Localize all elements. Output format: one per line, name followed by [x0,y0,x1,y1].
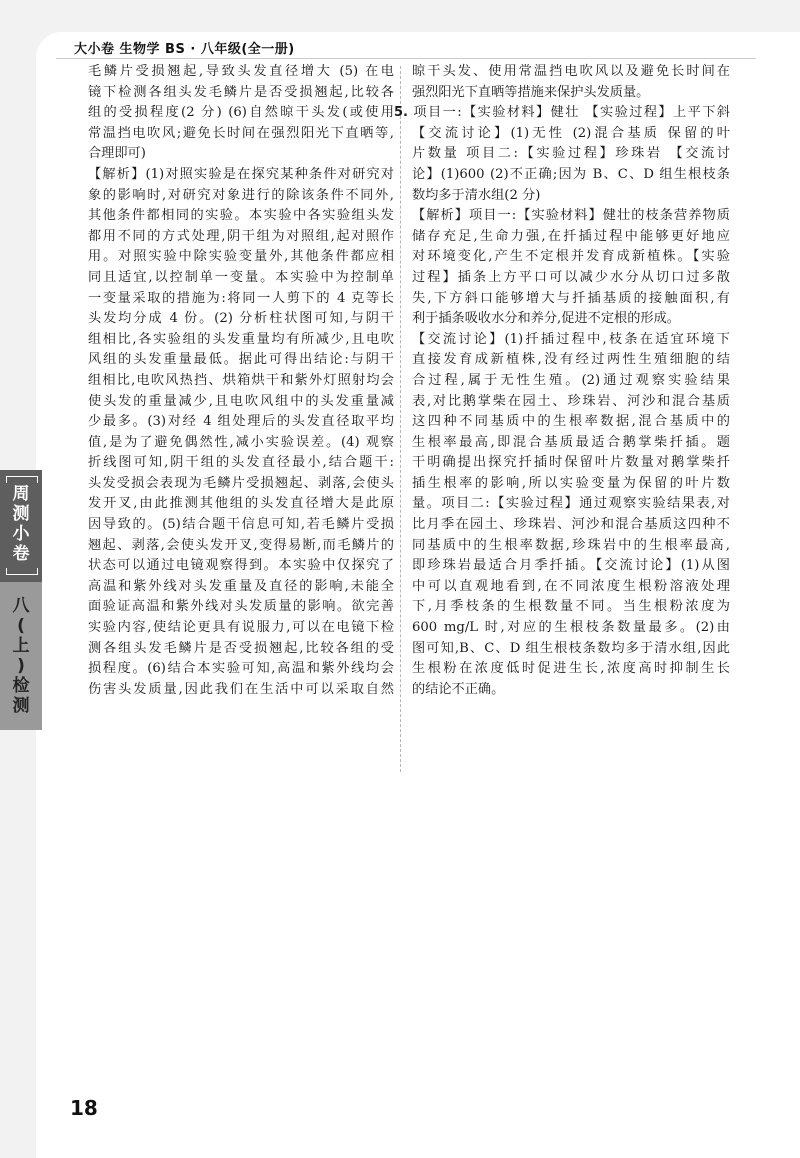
text-line: 实验内容,使结论更具有说服力,可以在电镜下检 [88,620,394,636]
text-line: 生根率最高,即混合基质最适合鹅掌柴扦插。题 [412,434,730,450]
text-line: 量。项目二:【实验过程】通过观察实验结果表,对 [412,496,730,512]
text-line: 都用不同的方式处理,阴干组为对照组,起对照作 [88,228,394,244]
side-tab-top-label: 周测小卷 [12,484,30,564]
text-line: 过程】插条上方平口可以减少水分从切口过多散 [412,269,730,285]
text-line: 因导致的。(5)结合题干信息可知,若毛鳞片受损 [88,517,394,533]
text-line: 组的受损程度(2 分) (6)自然晾干头发(或使用 [88,105,394,121]
side-tab-bracket-bottom [6,568,38,575]
text-line: 少最多。(3)对经 4 组处理后的头发直径取平均 [88,414,394,430]
side-tab-bottom-label: 八(上)检测 [12,596,30,716]
text-line: 合理即可) [88,146,146,162]
question-5-first-line [394,103,730,124]
text-line: 中可以直观地看到,在不同浓度生根粉溶液处理 [412,578,730,594]
text-line: 发开叉,由此推测其他组的头发直径增大是此原 [88,496,394,512]
text-line: 600 mg/L 时,对应的生根枝条数量最多。(2)由 [412,620,730,636]
text-line: 头发受损会表现为毛鳞片受损翘起、剥落,会使头 [88,475,394,491]
text-line: 【解析】项目一:【实验材料】健壮的枝条营养物质 [412,208,730,224]
text-line: 【解析】(1)对照实验是在探究某种条件对研究对 [88,166,394,182]
text-line: 合过程,属于无性生殖。(2)通过观察实验结果 [412,372,730,388]
text-line: 镜下检测各组头发毛鳞片是否受损翘起,比较各 [88,84,394,100]
text-line: 片数量 项目二:【实验过程】珍珠岩 【交流讨 [412,146,730,162]
text-line: 对环境变化,产生不定根并发育成新植株。【实验 [412,249,730,265]
text-line: 折线图可知,阴干组的头发直径最小,结合题干: [88,455,394,471]
text-line: 用。对照实验中除实验变量外,其他条件都应相 [88,249,394,265]
text-line: 表,对比鹅掌柴在园土、珍珠岩、河沙和混合基质 [412,393,730,409]
text-line: 数均多于清水组(2 分) [412,187,541,203]
text-line: 其他条件都相同的实验。本实验中各实验组头发 [88,208,394,224]
text-line: 状态可以通过电镜观察得到。本实验中仅探究了 [88,558,394,574]
text-line: 象的影响时,对研究对象进行的除该条件不同外, [88,187,394,203]
text-line: 下,月季枝条的生根数量不同。当生根粉浓度为 [412,599,730,615]
text-line: 组相比,各实验组的头发重量均有所减少,且电吹 [88,331,394,347]
text-line: 毛鳞片受损翘起,导致头发直径增大 (5) 在电 [88,64,394,79]
text-line: 组相比,电吹风热挡、烘箱烘干和紫外灯照射均会 [88,372,394,388]
page-number: 18 [70,1096,98,1120]
text-line: 即珍珠岩最适合月季扦插。【交流讨论】(1)从图 [412,558,730,574]
side-tab-top [0,470,42,582]
page-header: 大小卷 生物学 BS · 八年级(全一册) [74,42,295,57]
text-line: 比月季在园土、珍珠岩、河沙和混合基质这四种不 [412,517,730,533]
text-line: 同基质中的生根率数据,珍珠岩中的生根率最高, [412,537,730,553]
text-line: 风组的头发重量最低。据此可得出结论:与阴干 [88,352,394,368]
text-line: 常温挡电吹风;避免长时间在强烈阳光下直晒等, [88,125,394,141]
text-line: 储存充足,生命力强,在扦插过程中能够更好地应 [412,228,730,244]
text-line: 值,是为了避免偶然性,减小实验误差。(4) 观察 [88,434,394,450]
text-line: 同且适宜,以控制单一变量。本实验中为控制单 [88,269,394,285]
text-line: 生根粉在浓度低时促进生长,浓度高时抑制生长 [412,661,730,677]
text-line: 干明确提出探究扦插时保留叶片数量对鹅掌柴扦 [412,455,730,471]
header-rule [56,58,756,59]
question-number: 5. [394,105,408,121]
text-line: 的结论不正确。 [412,681,505,697]
text-line: 晾干头发、使用常温挡电吹风以及避免长时间在 [412,64,730,79]
text-line: 强烈阳光下直晒等措施来保护头发质量。 [412,84,650,100]
text-line: 插生根率的影响,所以实验变量为保留的叶片数 [412,475,730,491]
text-line: 论】(1)600 (2)不正确;因为 B、C、D 组生根枝条 [412,166,730,182]
text-line: 一变量采取的措施为:将同一人剪下的 4 克等长 [88,290,394,306]
text-line: 高温和紫外线对头发重量及直径的影响,未能全 [88,578,394,594]
text-line: 项目一:【实验材料】健壮 【实验过程】上平下斜 [411,105,730,121]
text-line: 失,下方斜口能够增大与扦插基质的接触面积,有 [412,290,730,306]
text-line: 面验证高温和紫外线对头发质量的影响。欲完善 [88,599,394,615]
text-line: 伤害头发质量,因此我们在生活中可以采取自然 [88,681,394,697]
text-line: 损程度。(6)结合本实验可知,高温和紫外线均会 [88,661,394,677]
text-line: 这四种不同基质中的生根率数据,混合基质中的 [412,414,730,430]
side-tab [0,470,42,730]
text-line: 直接发育成新植株,没有经过两性生殖细胞的结 [412,352,730,368]
text-line: 【交流讨论】(1)无性 (2)混合基质 保留的叶 [412,125,730,141]
column-divider [400,66,401,772]
side-tab-bracket-top [6,476,38,483]
text-line: 测各组头发毛鳞片是否受损翘起,比较各组的受 [88,640,394,656]
text-line: 翘起、剥落,会使头发开叉,变得易断,而毛鳞片的 [88,537,394,553]
left-column [88,62,394,700]
text-line: 【交流讨论】(1)扦插过程中,枝条在适宜环境下 [412,331,730,347]
text-line: 头发均分成 4 份。(2) 分析柱状图可知,与阴干 [88,311,394,327]
text-line: 使头发的重量减少,且电吹风组中的头发重量减 [88,393,394,409]
text-line: 图可知,B、C、D 组生根枝条数均多于清水组,因此 [412,640,730,656]
right-column [394,62,730,700]
text-line: 利于插条吸收水分和养分,促进不定根的形成。 [412,311,680,327]
